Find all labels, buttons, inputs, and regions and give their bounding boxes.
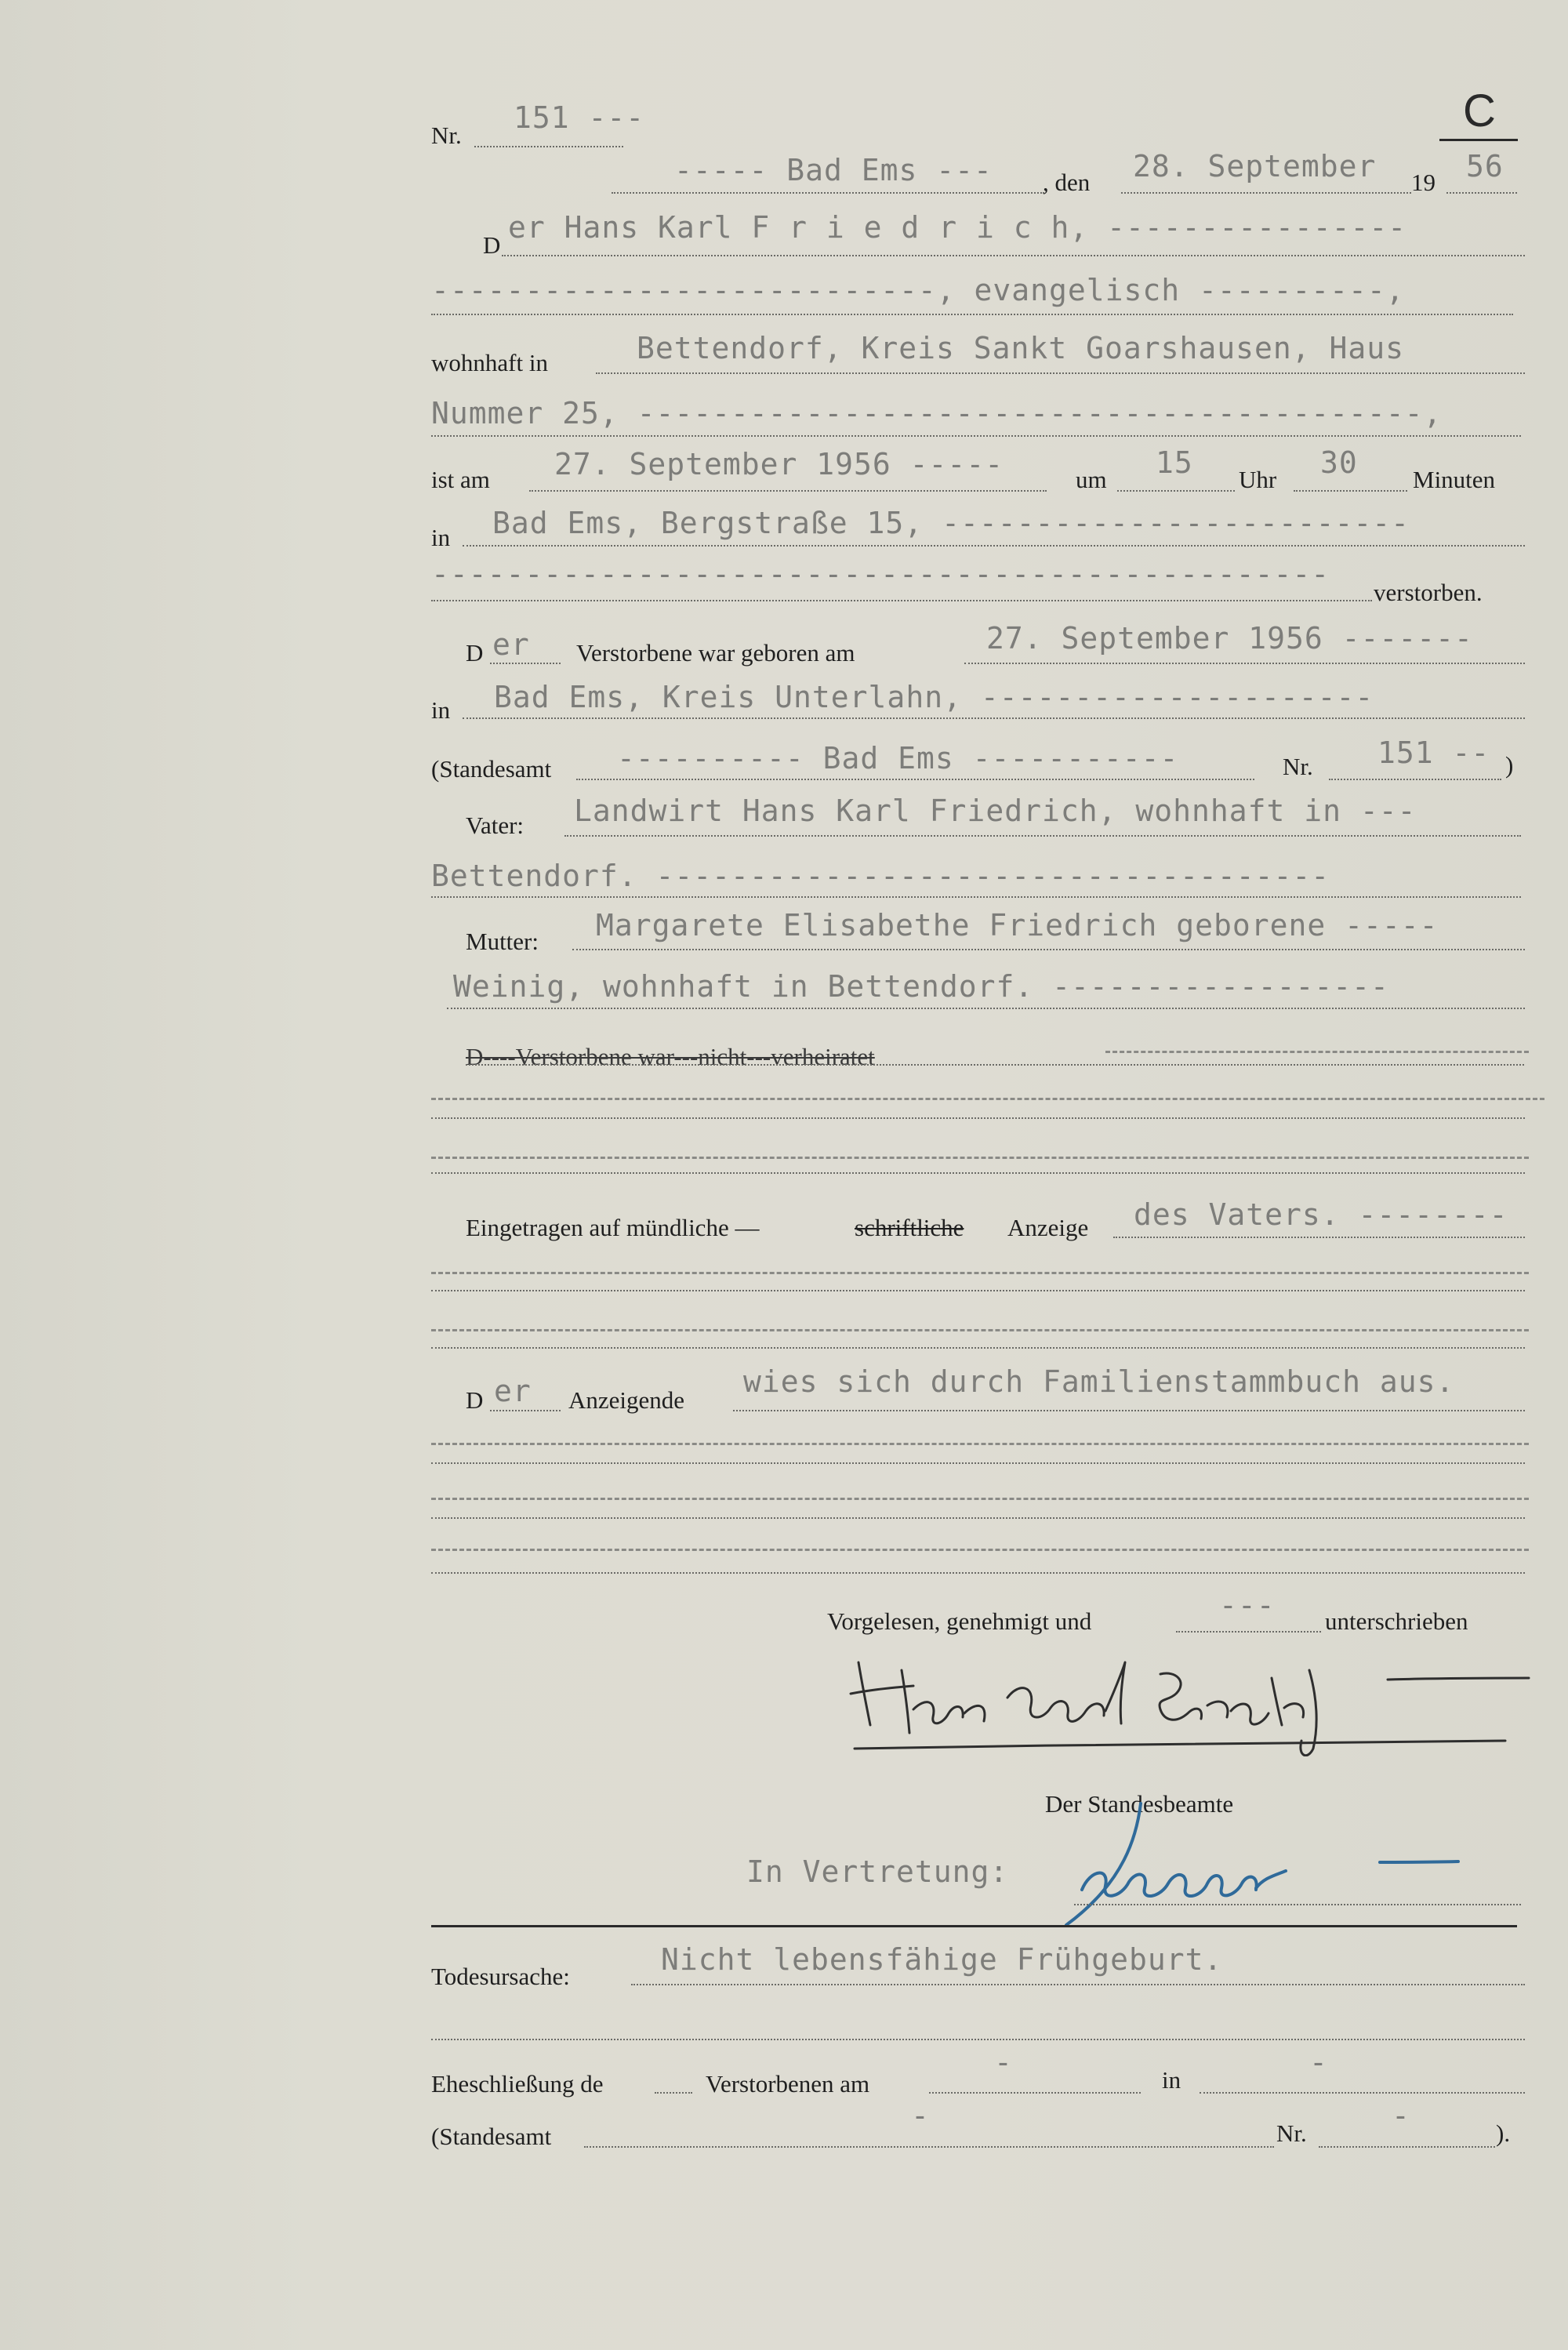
footer-nr-blank: -: [1392, 2098, 1410, 2133]
mutter-label: Mutter:: [466, 928, 539, 955]
place-of-record: ----- Bad Ems ---: [674, 153, 993, 187]
marital-struck-text: D----Verstorbene war---nicht---verheiratet: [466, 1043, 875, 1070]
ehe-in-blank: -: [1309, 2045, 1328, 2079]
report-filler-1: [431, 1272, 1529, 1274]
birth-in-label: in: [431, 696, 451, 724]
birth-nr-underline: [1329, 779, 1501, 780]
report-label: Eingetragen auf mündliche —: [466, 1214, 760, 1241]
footer-standesamt-underline: [584, 2146, 1274, 2148]
death-place-continuation: ------------------------------------------------: [431, 557, 1330, 591]
birth-standesamt-underline: [576, 779, 1254, 780]
year-suffix: 56: [1466, 149, 1504, 183]
residence-underline-1: [596, 372, 1525, 374]
footer-nr-underline: [1319, 2146, 1495, 2148]
ehe-in-label: in: [1162, 2066, 1181, 2094]
birth-er-suffix: er: [492, 627, 530, 662]
informant-er-suffix: er: [494, 1374, 532, 1408]
standesbeamte-label: Der Standesbeamte: [1045, 1790, 1234, 1818]
corner-letter: C: [1463, 85, 1496, 136]
nr-underline: [474, 146, 623, 147]
informant-filler-1: [431, 1443, 1529, 1445]
corner-rule: [1439, 139, 1518, 141]
informant-underline-2: [431, 1462, 1525, 1464]
birth-standesamt-value: ---------- Bad Ems -----------: [617, 741, 1179, 775]
vater-underline-1: [564, 835, 1521, 837]
birth-d-prefix: D: [466, 639, 484, 666]
marital-underline-1: [466, 1064, 1524, 1066]
name-underline: [502, 255, 1525, 256]
section-divider: [431, 1925, 1517, 1927]
date-underline: [1121, 192, 1411, 194]
informant-underline: [733, 1410, 1525, 1411]
vorgelesen-label: Vorgelesen, genehmigt und: [827, 1607, 1092, 1635]
informant-filler-2: [431, 1498, 1529, 1500]
vater-label: Vater:: [466, 812, 524, 839]
death-hour: 15: [1156, 445, 1193, 480]
birth-date-underline: [964, 663, 1525, 664]
report-underline-2: [431, 1290, 1525, 1291]
den-label: , den: [1043, 169, 1091, 196]
year-underline: [1446, 192, 1517, 194]
todesursache-value: Nicht lebensfähige Frühgeburt.: [661, 1942, 1223, 1977]
residence-line-1: Bettendorf, Kreis Sankt Goarshausen, Haus: [637, 331, 1404, 365]
footer-standesamt-label: (Standesamt: [431, 2123, 552, 2150]
report-label-struck: schriftliche: [855, 1214, 964, 1241]
informant-filler-3: [431, 1549, 1529, 1551]
ehe-date-underline: [929, 2092, 1141, 2094]
death-minutes: 30: [1320, 445, 1358, 480]
vorgelesen-underline: [1176, 1631, 1321, 1633]
death-place-underline: [463, 545, 1525, 547]
birth-nr-value: 151 --: [1377, 736, 1490, 770]
um-label: um: [1076, 466, 1107, 493]
death-date-underline: [529, 490, 1047, 492]
report-underline: [1113, 1237, 1525, 1238]
verstorben-label: verstorben.: [1374, 579, 1483, 606]
report-underline-3: [431, 1347, 1525, 1349]
informant-value: wies sich durch Familienstammbuch aus.: [743, 1364, 1455, 1399]
ist-am-label: ist am: [431, 466, 490, 493]
marital-underline-3: [431, 1172, 1525, 1174]
marital-filler-1: [1105, 1051, 1529, 1053]
minutes-underline: [1294, 490, 1407, 492]
wohnhaft-label: wohnhaft in: [431, 349, 548, 376]
ehe-de-underline: [655, 2092, 692, 2094]
ehe-in-underline: [1200, 2092, 1525, 2094]
report-label-anzeige: Anzeige: [1007, 1214, 1089, 1241]
marital-filler-2: [431, 1098, 1544, 1100]
record-number: 151 ---: [514, 100, 645, 135]
footer-standesamt-blank: -: [911, 2098, 930, 2133]
footer-close: ).: [1496, 2119, 1511, 2147]
official-underline: [1074, 1904, 1521, 1905]
religion-underline: [431, 314, 1513, 315]
death-date: 27. September 1956 -----: [554, 447, 1004, 481]
birth-date: 27. September 1956 -------: [986, 621, 1473, 656]
marital-underline-2: [431, 1117, 1525, 1119]
minuten-label: Minuten: [1413, 466, 1496, 493]
mutter-underline-1: [572, 949, 1525, 950]
footer-nr-label: Nr.: [1276, 2119, 1307, 2147]
informant-underline-4: [431, 1572, 1525, 1574]
ehe-date-blank: -: [994, 2045, 1013, 2079]
record-date: 28. September: [1133, 149, 1377, 183]
informant-d-prefix: D: [466, 1386, 484, 1414]
ehe-label-2: Verstorbenen am: [706, 2070, 870, 2098]
uhr-label: Uhr: [1239, 466, 1277, 493]
deceased-d-prefix: D: [483, 231, 501, 259]
informant-label: Anzeigende: [568, 1386, 685, 1414]
ehe-label-1: Eheschließung de: [431, 2070, 604, 2098]
hour-underline: [1117, 490, 1235, 492]
birth-place: Bad Ems, Kreis Unterlahn, ---------------------: [494, 680, 1374, 714]
place-underline: [612, 192, 1044, 194]
informant-underline-3: [431, 1517, 1525, 1519]
nr-label: Nr.: [431, 122, 462, 149]
report-filler-2: [431, 1329, 1529, 1331]
vater-underline-2: [431, 896, 1521, 898]
year-prefix: 19: [1411, 169, 1436, 196]
death-in-label: in: [431, 524, 451, 551]
mutter-line-1: Margarete Elisabethe Friedrich geborene -----: [596, 908, 1439, 943]
birth-er-underline: [490, 663, 561, 664]
vater-line-1: Landwirt Hans Karl Friedrich, wohnhaft in ---: [574, 794, 1417, 828]
informant-er-underline: [490, 1410, 561, 1411]
birth-label: Verstorbene war geboren am: [576, 639, 855, 666]
residence-underline-2: [431, 435, 1521, 437]
birth-standesamt-label: (Standesamt: [431, 755, 552, 783]
mutter-line-2: Weinig, wohnhaft in Bettendorf. ------------------: [453, 969, 1389, 1004]
official-signature: [1051, 1796, 1490, 1929]
deceased-name: er Hans Karl F r i e d r i c h, ----------------: [508, 210, 1407, 245]
todesursache-underline: [631, 1984, 1525, 1985]
birth-close-paren: ): [1505, 751, 1514, 779]
death-place-underline-2: [431, 600, 1372, 601]
todesursache-underline-2: [431, 2039, 1525, 2040]
unterschrieben-label: unterschrieben: [1325, 1607, 1468, 1635]
report-value: des Vaters. --------: [1134, 1197, 1508, 1232]
religion-line: ---------------------------, evangelisch ----------,: [431, 273, 1405, 307]
birth-place-underline: [463, 717, 1525, 719]
todesursache-label: Todesursache:: [431, 1963, 570, 1990]
vater-line-2: Bettendorf. ------------------------------------: [431, 859, 1330, 893]
residence-line-2: Nummer 25, ------------------------------------------,: [431, 396, 1443, 430]
birth-nr-label: Nr.: [1283, 753, 1313, 780]
death-place: Bad Ems, Bergstraße 15, -------------------------: [492, 506, 1410, 540]
vorgelesen-blank: ---: [1219, 1588, 1276, 1622]
mutter-underline-2: [447, 1008, 1525, 1009]
vertretung-label: In Vertretung:: [746, 1854, 1009, 1889]
marital-filler-3: [431, 1157, 1529, 1159]
informant-signature: [839, 1639, 1544, 1756]
